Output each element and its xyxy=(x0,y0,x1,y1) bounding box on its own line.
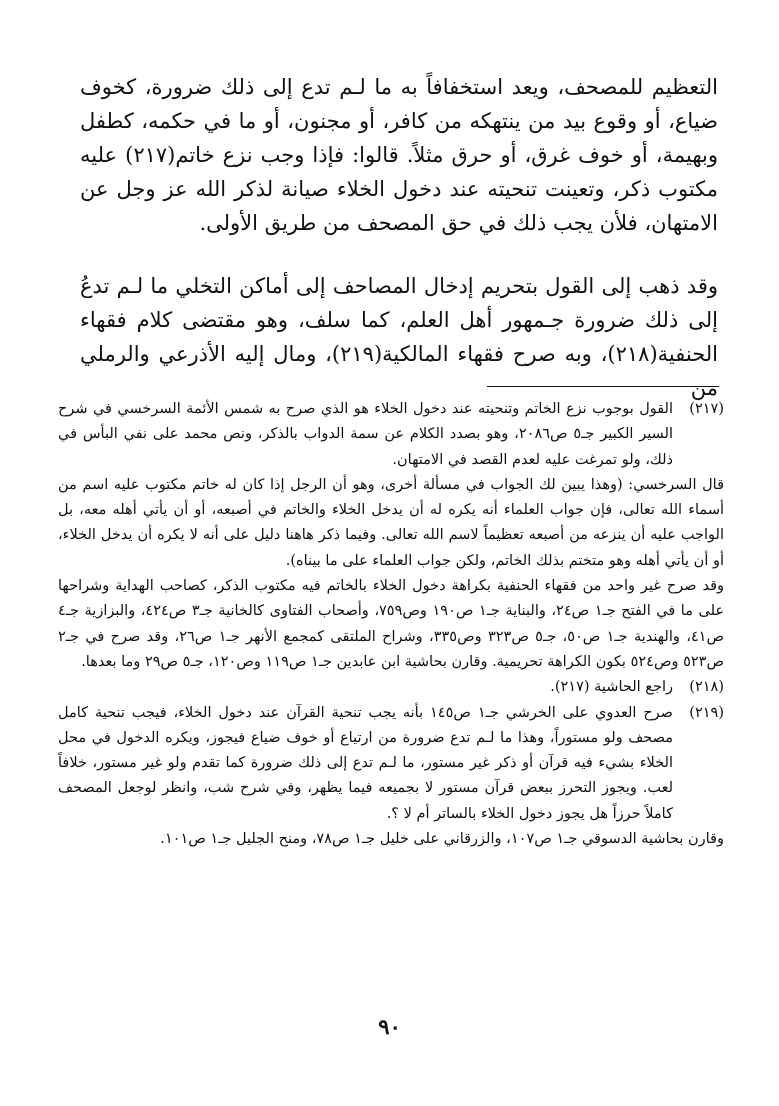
footnote-text: صرح العدوي على الخرشي جـ١ ص١٤٥ بأنه يجب تنحية القرآن عند دخول الخلاء، فيجب تنحية كامل مصحف ولو مستوراً، وهذا ما لـم تدع ضرورة من ارتياع أو خوف ضياع فيجوز، ويكره الدخول في محل الخلاء بشيء فيه قرآن أو ذكر غير مستور، ما لـم تدع إلى ذلك ضرورة كما تقدم ولو غير مستور، خلافاً لعب. ويجوز التحرز ببعض قرآن مستور لا بجميعه فيما يظهر، وفي شرح شب، وانظر لوجعل المصحف كاملاً حرزاً هل يجوز دخول الخلاء بالساتر أم لا ؟. xyxy=(58,704,673,822)
footnote-218 xyxy=(58,675,724,700)
footnote-number: (٢١٩) xyxy=(689,704,724,721)
footnote-extra: وقارن بحاشية الدسوقي جـ١ ص١٠٧، والزرقاني على خليل جـ١ ص٧٨، ومنح الجليل جـ١ ص١٠١. xyxy=(160,831,724,848)
footnotes xyxy=(58,397,724,852)
footnote-number: (٢١٨) xyxy=(689,679,724,696)
footnote-text: القول بوجوب نزع الخاتم وتنحيته عند دخول الخلاء هو الذي صرح به شمس الأئمة السرخسي في شرح السير الكبير جـ٥ ص٢٠٨٦، وهو بصدد الكلام عن سمة الدواب بالذكر، ونص محمد على نفي البأس في ذلك، ولو تمرغت عليه لعدم القصد في الامتهان. xyxy=(58,401,673,468)
footnote-body xyxy=(58,675,673,700)
main-text xyxy=(80,70,718,405)
footnote-body xyxy=(58,397,673,473)
footnote-text: راجع الحاشية (٢١٧). xyxy=(550,679,673,696)
footnote-number: (٢١٧) xyxy=(689,401,724,417)
footnote-body xyxy=(58,701,673,827)
footnote-separator xyxy=(487,386,719,387)
footnote-extra: وقد صرح غير واحد من فقهاء الحنفية بكراهة دخول الخلاء بالخاتم فيه مكتوب الذكر، كصاحب الهداية وشراحها على ما في الفتح جـ١ ص٢٤، والبناية جـ١ ص١٩٠ وص٧٥٩، وأصحاب الفتاوى كالخانية جـ٣ ص٤٢٤، والبزازية جـ٤ ص٤١، والهندية جـ١ ص٥٠، جـ٥ ص٣٢٣ وص٣٣٥، وشراح الملتقى كمجمع الأنهر جـ١ ص٢٦، وقد صرح في جـ٢ ص٥٢٣ وص٥٢٤ بكون الكراهة تحريمية. وقارن بحاشية ابن عابدين جـ١ ص١١٩ وص١٢٠، جـ٥ ص٢٩ وما بعدها. xyxy=(58,578,725,670)
page-number: ٩٠ xyxy=(378,1014,401,1039)
footnote-217 xyxy=(58,397,724,473)
main-paragraph: وقد ذهب إلى القول بتحريم إدخال المصاحف إلى أماكن التخلي ما لـم تدعُ إلى ذلك ضرورة جـمهور أهل العلم، كما سلف، وهو مقتضى كلام فقهاء الحنفية(٢١٨)، وبه صرح فقهاء المالكية(٢١٩)، ومال إليه الأذرعي والرملي من xyxy=(80,274,718,400)
footnote-219 xyxy=(58,701,724,827)
footnote-quote: قال السرخسي: (وهذا يبين لك الجواب في مسألة أخرى، وهو أن الرجل إذا كان له خاتم مكتوب عليه اسم من أسماء الله تعالى، فإن جواب العلماء أنه يكره له أن يدخل الخلاء والخاتم في أصبعه، أو أن يأتي أهله معه، بل الواجب عليه أن ينزعه من أصبعه تعظيماً لاسم الله تعالى. وفيما ذكر هاهنا دليل على أنه لا يكره أن يدخل الخلاء، أو أن يأتي أهله وهو متختم بذلك الخاتم، ولكن جواب العلماء على ما بيناه). xyxy=(58,476,724,569)
main-paragraph: التعظيم للمصحف، ويعد استخفافاً به ما لـم تدع إلى ذلك ضرورة، كخوف ضياع، أو وقوع بيد من ينتهكه من كافر، أو مجنون، أو ما في حكمه، كطفل وبهيمة، أو خوف غرق، أو حرق مثلاً. قالوا: فإذا وجب نزع خاتم(٢١٧) عليه مكتوب ذكر، وتعينت تنحيته عند دخول الخلاء صيانة لذكر الله عز وجل عن الامتهان، فلأن يجب ذلك في حق المصحف من طريق الأولى. xyxy=(80,75,718,235)
